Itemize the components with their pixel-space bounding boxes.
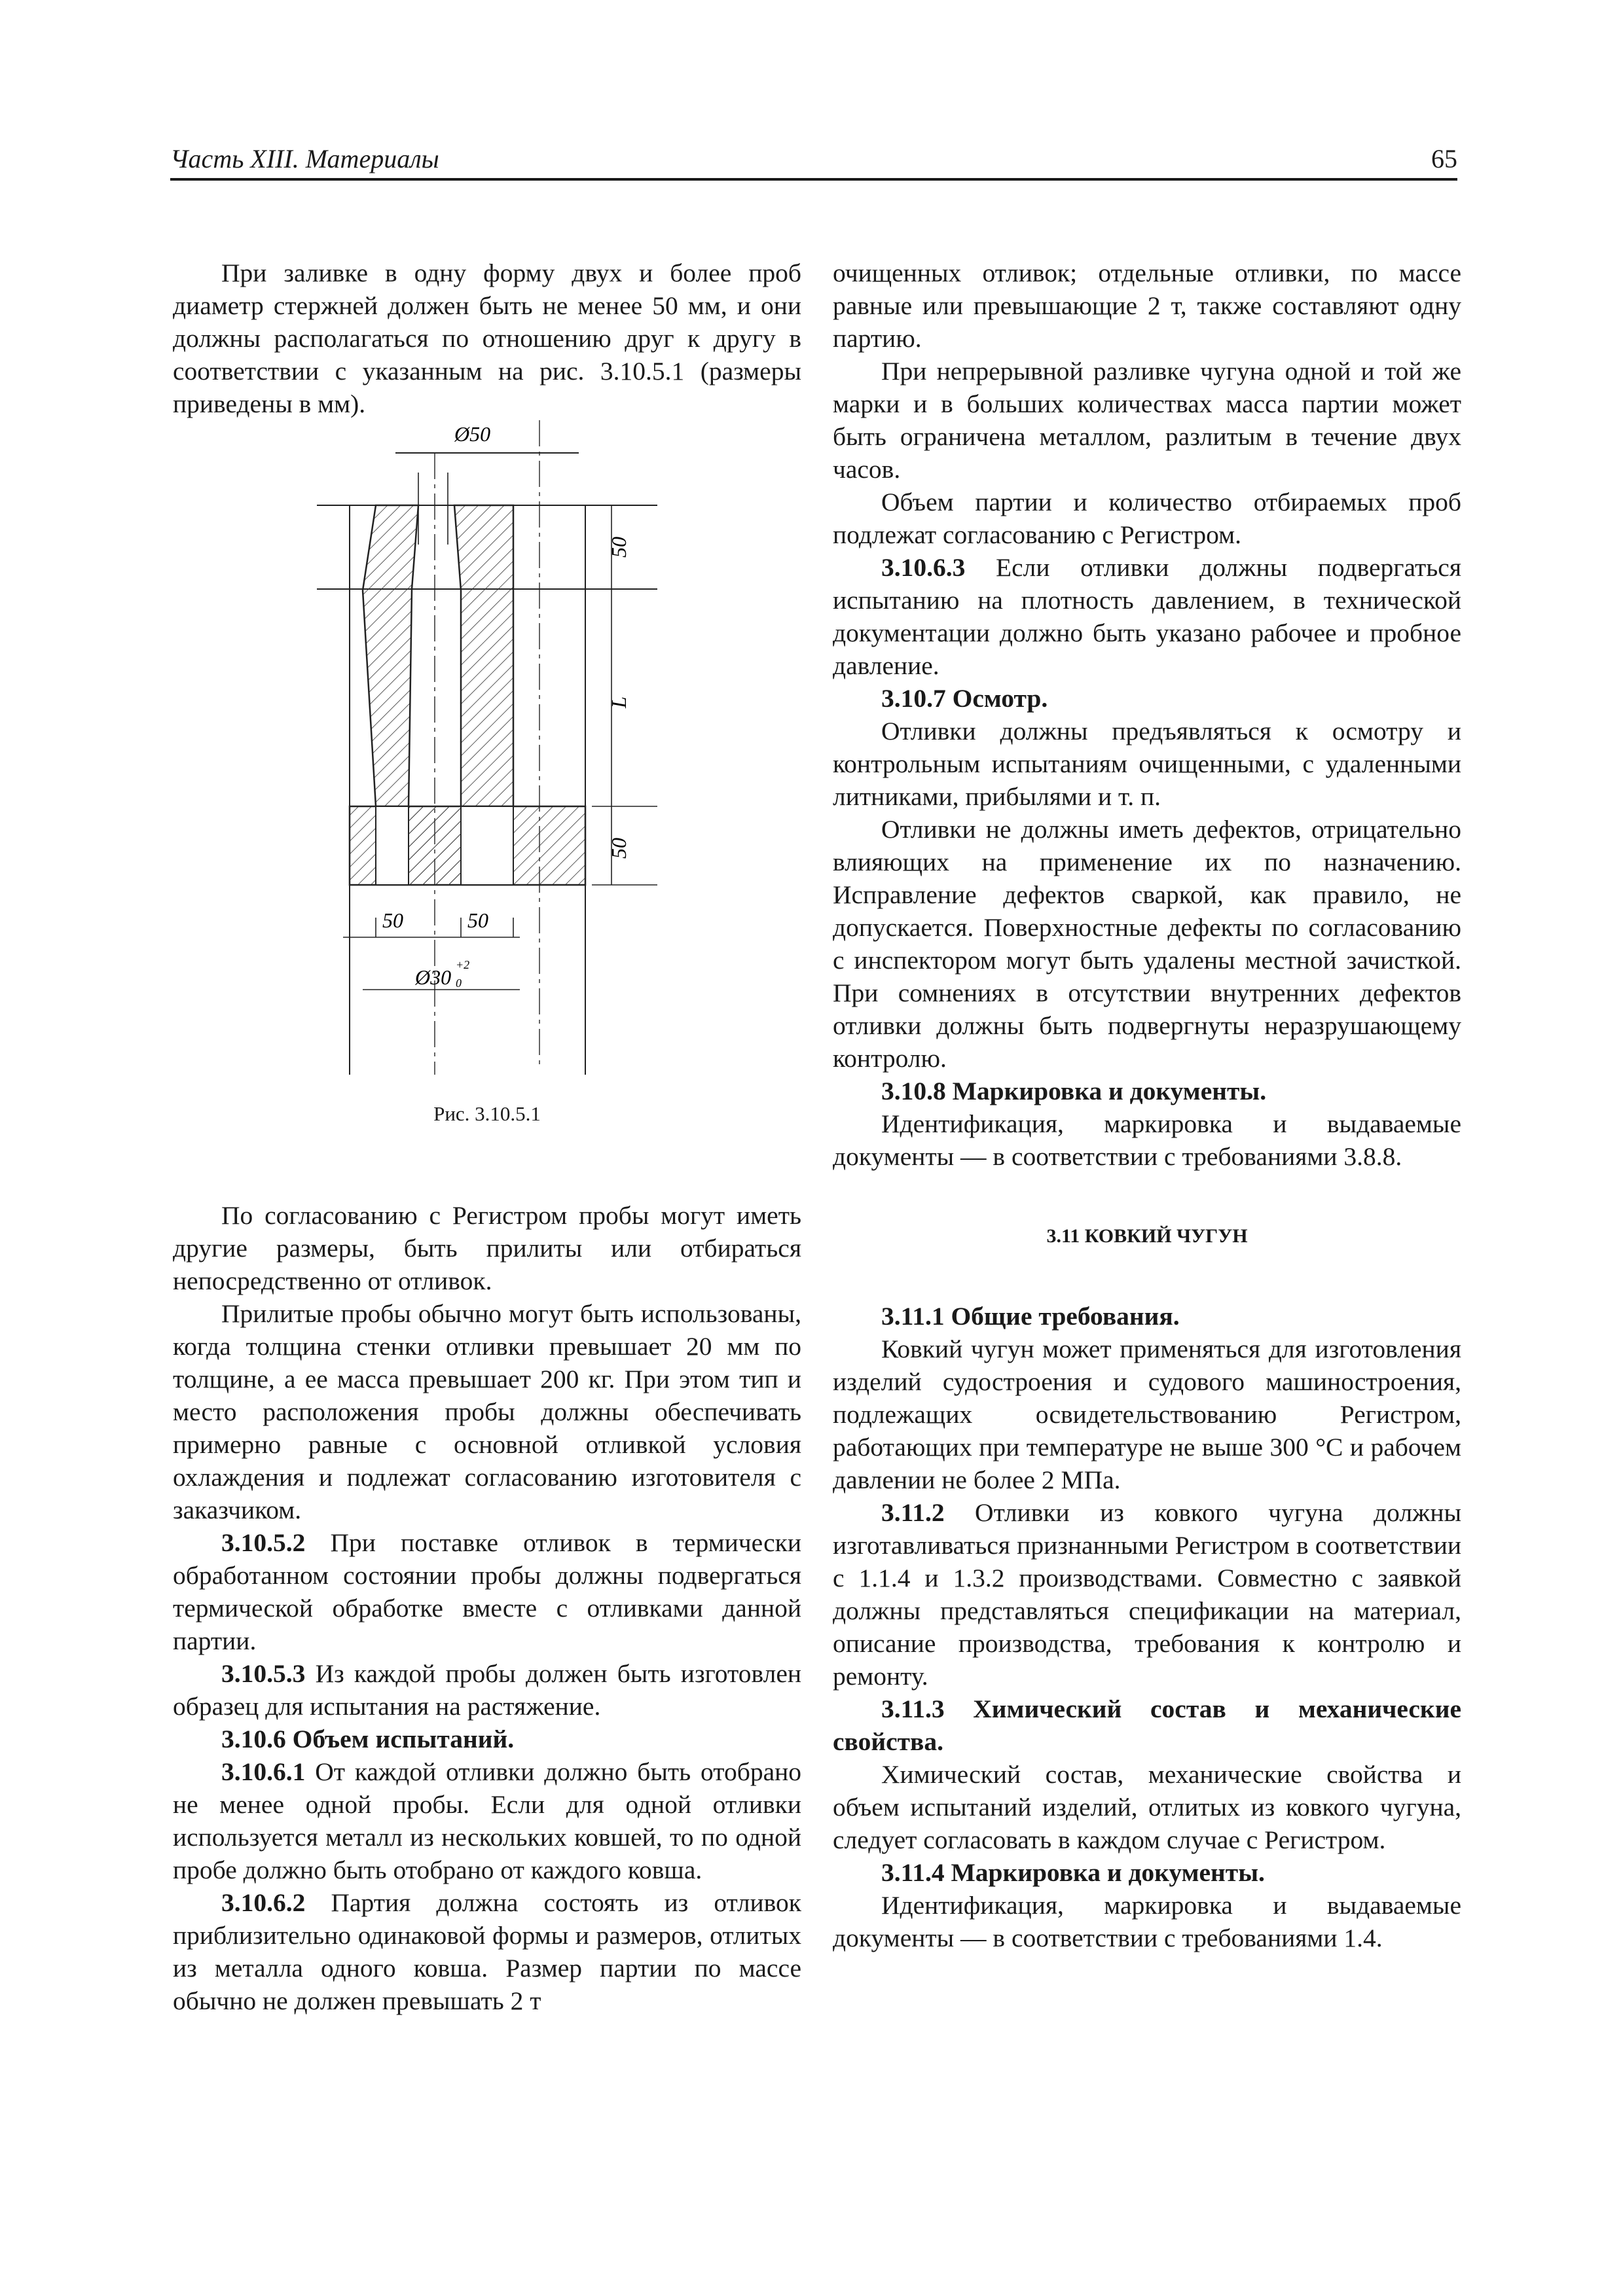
clause-number: 3.10.6.2 <box>221 1888 306 1917</box>
section-heading: 3.11.3 Химический состав и механические свойства. <box>833 1695 1461 1756</box>
paragraph: Объем партии и количество отбираемых проб подлежат согласованию с Регистром. <box>833 488 1461 549</box>
paragraph: Идентификация, маркировка и выдаваемые документы — в соответствии с требованиями 1.4. <box>833 1891 1461 1952</box>
paragraph: очищенных отливок; отдельные отливки, по массе равные или превышающие 2 т, также составляют одну партию. <box>833 259 1461 353</box>
section-heading: 3.11.1 Общие требования. <box>881 1302 1180 1331</box>
mould-right-section <box>454 505 513 806</box>
chapter-title: 3.11 КОВКИЙ ЧУГУН <box>1046 1225 1248 1247</box>
dim-label-diameter: Ø30 <box>415 965 452 989</box>
dim-tolerance-lower: 0 <box>456 977 462 990</box>
dim-label-L: L <box>607 696 630 708</box>
section-heading: 3.10.7 Осмотр. <box>881 684 1048 713</box>
paragraph: Идентификация, маркировка и выдаваемые документы — в соответствии с требованиями 3.8.8. <box>833 1109 1461 1171</box>
right-column <box>833 257 1461 1954</box>
clause-number: 3.10.6.3 <box>881 553 966 582</box>
dim-label-50-bottom: 50 <box>607 838 630 859</box>
section-heading: 3.10.6 Объем испытаний. <box>221 1725 515 1753</box>
header-title: Часть XIII. Материалы <box>170 144 439 173</box>
dim-label-top: Ø50 <box>454 422 491 446</box>
running-header <box>170 144 1457 181</box>
figure-caption: Рис. 3.10.5.1 <box>433 1102 541 1125</box>
paragraph: Отливки должны предъявляться к осмотру и контрольным испытаниям очищенными, с удаленными литниками, прибылями и т. п. <box>833 717 1461 811</box>
paragraph: Ковкий чугун может применяться для изготовления изделий судостроения и судового машиностроения, подлежащих освидетельствованию Регистром, работающих при температуре не выше 300 °С и рабочем давлении не более 2 МПа. <box>833 1335 1461 1494</box>
casting-mould-figure <box>304 420 670 1101</box>
paragraph: При заливке в одну форму двух и более проб диаметр стержней должен быть не менее 50 мм, и они должны располагаться по отношению друг к другу в соответствии с указанным на рис. 3.10.5.1 (размеры приведены в мм). <box>173 259 801 418</box>
section-heading: 3.11.4 Маркировка и документы. <box>881 1858 1265 1887</box>
paragraph: По согласованию с Регистром пробы могут иметь другие размеры, быть прилиты или отбираться непосредственно от отливок. <box>173 1201 801 1295</box>
clause-number: 3.10.5.2 <box>221 1528 306 1557</box>
paragraph: Отливки не должны иметь дефектов, отрицательно влияющих на применение их по назначению. Исправление дефектов сваркой, как правило, не допускается. Поверхностные дефекты по согласованию с инспектором могут быть удалены местной зачисткой. При сомнениях в отсутствии внутренних дефектов отливки должны быть подвергнуты неразрушающему контролю. <box>833 815 1461 1073</box>
section-heading: 3.10.8 Маркировка и документы. <box>881 1077 1267 1105</box>
paragraph: 3.10.6.1 От каждой отливки должно быть отобрано не менее одной пробы. Если для одной отливки используется металл из нескольких ковшей, то по одной пробе должно быть отобрано от каждого ковша. <box>173 1757 801 1884</box>
clause-number: 3.11.2 <box>881 1498 945 1527</box>
cavity-right-bottom <box>461 806 513 885</box>
paragraph: 3.10.6.3 Если отливки должны подвергаться испытанию на плотность давлением, в технической документации должно быть указано рабочее и пробное давление. <box>833 553 1461 680</box>
clause-number: 3.10.6.1 <box>221 1757 306 1786</box>
paragraph: 3.10.5.3 Из каждой пробы должен быть изготовлен образец для испытания на растяжение. <box>173 1659 801 1721</box>
paragraph: Химический состав, механические свойства и объем испытаний изделий, отлитых из ковкого чугуна, следует согласовать в каждом случае с Регистром. <box>833 1760 1461 1854</box>
paragraph: Прилитые пробы обычно могут быть использованы, когда толщина стенки отливки превышает 20 мм по толщине, а ее масса превышает 200 кг. При этом тип и место расположения пробы должны обеспечивать примерно равные с основной отливкой условия охлаждения и подлежат согласованию изготовителя с заказчиком. <box>173 1299 801 1524</box>
dim-label-50-left: 50 <box>382 908 403 932</box>
page-number: 65 <box>1431 144 1457 173</box>
clause-number: 3.10.5.3 <box>221 1659 306 1688</box>
dim-label-50-top: 50 <box>607 537 630 558</box>
mould-left-section <box>363 505 418 806</box>
cavity-left-bottom <box>376 806 409 885</box>
left-column <box>173 257 801 2017</box>
paragraph: 3.10.6.2 Партия должна состоять из отливок приблизительно одинаковой формы и размеров, отлитых из металла одного ковша. Размер партии по массе обычно не должен превышать 2 т <box>173 1888 801 2015</box>
paragraph: 3.11.2 Отливки из ковкого чугуна должны изготавливаться признанными Регистром в соответствии с 1.1.4 и 1.3.2 производствами. Совместно с заявкой должны представляться спецификации на материал, описание производства, требования к контролю и ремонту. <box>833 1498 1461 1691</box>
dim-tolerance-upper: +2 <box>456 958 470 971</box>
paragraph: 3.10.5.2 При поставке отливок в термически обработанном состоянии пробы должны подвергаться термической обработке вместе с отливками данной партии. <box>173 1528 801 1655</box>
paragraph: При непрерывной разливке чугуна одной и той же марки и в больших количествах масса партии может быть ограничена металлом, разлитым в течение двух часов. <box>833 357 1461 484</box>
dim-label-50-right: 50 <box>467 908 488 932</box>
